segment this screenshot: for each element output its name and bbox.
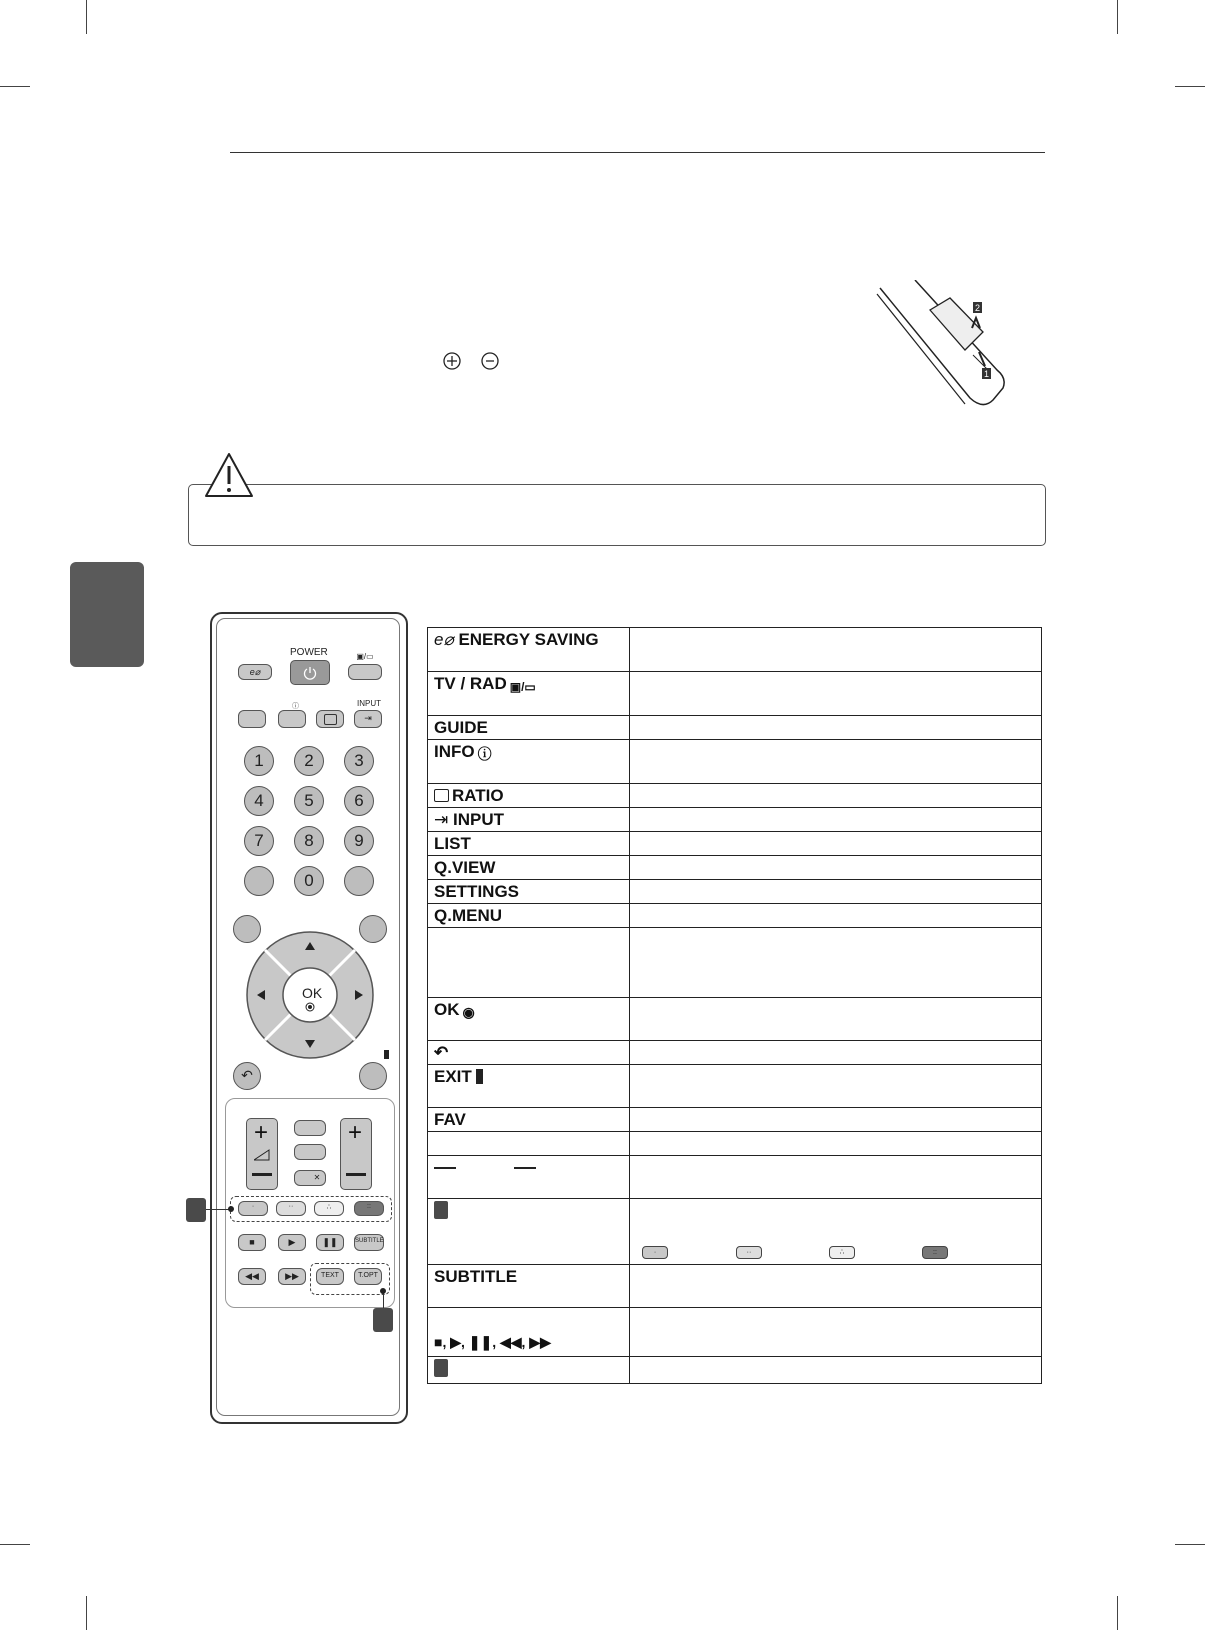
key-cell: SUBTITLE [428,1265,630,1308]
info-icon: ⓘ [477,746,492,762]
key-cell: e⌀ ENERGY SAVING [428,628,630,672]
key-cell: Q.MENU [428,904,630,928]
key-cell [428,1041,630,1065]
callout-marker-1 [434,1201,448,1219]
crop-mark [0,86,30,87]
callout-leader-1 [206,1209,230,1210]
input-button[interactable] [354,710,382,728]
green-button[interactable]: ·· [276,1201,306,1216]
back-button[interactable]: ↶ [233,1062,261,1090]
num-5-button[interactable]: 5 [294,786,324,816]
subtitle-button[interactable]: SUBTITLE [354,1234,384,1251]
crop-mark [0,1544,30,1545]
back-icon: ↶ [434,1043,449,1062]
table-row [428,1199,1042,1265]
crop-mark [86,0,87,34]
info-icon: ⓘ [292,703,299,710]
pause-icon: ❚❚ [322,1237,338,1247]
table-row [428,808,1042,832]
key-cell: ⇥ INPUT [428,808,630,832]
stop-button[interactable] [238,1234,266,1251]
energy-saving-icon: e⌀ [249,667,261,677]
energy-saving-button[interactable] [238,664,272,680]
play-button[interactable] [278,1234,306,1251]
key-cell: RATIO [428,784,630,808]
key-cell: EXIT [428,1065,630,1108]
play-icon: ▶ [288,1237,296,1247]
fast-forward-button[interactable] [278,1268,306,1285]
green-button-icon: ·· [736,1246,762,1259]
crop-mark [1175,86,1205,87]
fast-forward-icon: ▶▶ [285,1271,299,1281]
warning-icon [204,452,254,498]
caution-gap [438,482,1044,484]
svg-text:1: 1 [983,369,990,379]
yellow-button-icon: ∴ [829,1246,855,1259]
callout-dot [380,1288,386,1294]
exit-icon [476,1069,483,1084]
crop-mark [1175,1544,1205,1545]
table-row [428,832,1042,856]
callout-leader-2 [383,1292,384,1308]
table-row [428,928,1042,998]
caution-box [188,484,1046,546]
rewind-icon: ◀◀ [245,1271,259,1281]
table-row [428,1308,1042,1357]
table-row [428,1108,1042,1132]
num-9-button[interactable]: 9 [344,826,374,856]
key-cell [428,1132,630,1156]
key-cell [428,1357,630,1384]
energy-saving-icon: e⌀ [434,630,454,649]
ad-button[interactable] [294,1144,326,1160]
ok-label: OK [302,985,323,1001]
key-cell: FAV [428,1108,630,1132]
key-cell: TV / RAD ▣/▭ [428,672,630,716]
table-row [428,1156,1042,1199]
key-cell: INFO ⓘ [428,740,630,784]
table-row [428,1357,1042,1384]
table-row [428,784,1042,808]
tv-rad-icon: ▣/▭ [356,652,374,661]
input-label: INPUT [357,699,381,708]
key-cell [428,1308,630,1357]
num-7-button[interactable]: 7 [244,826,274,856]
tv-rad-icon: ▣/▭ [509,680,536,694]
yellow-button[interactable]: ∴ [314,1201,344,1216]
ratio-icon [434,789,449,802]
pause-button[interactable] [316,1234,344,1251]
fav-button[interactable] [294,1120,326,1136]
stop-icon: ■ [249,1237,255,1247]
exit-icon [384,1050,389,1059]
num-0-button[interactable]: 0 [294,866,324,896]
callout-marker-2 [373,1308,393,1332]
table-row [428,716,1042,740]
key-cell [428,1199,630,1265]
red-button-icon: · [642,1246,668,1259]
red-button[interactable]: · [238,1201,268,1216]
key-cell: OK ◉ [428,998,630,1041]
guide-button[interactable] [238,710,266,728]
crop-mark [1117,0,1118,34]
num-1-button[interactable]: 1 [244,746,274,776]
table-row [428,1041,1042,1065]
tv-rad-button[interactable] [348,664,382,680]
volume-rocker[interactable]: + [246,1118,278,1190]
table-row [428,740,1042,784]
power-button[interactable] [290,660,330,685]
mute-button[interactable] [294,1170,326,1186]
table-row [428,904,1042,928]
channel-rocker[interactable]: + [340,1118,372,1190]
crop-mark [1117,1596,1118,1630]
key-cell: Q.VIEW [428,856,630,880]
input-icon: ⇥ [434,810,449,829]
table-row [428,672,1042,716]
mute-icon: ✕ [313,1173,321,1182]
key-cell [428,928,630,998]
num-8-button[interactable]: 8 [294,826,324,856]
crop-mark [86,1596,87,1630]
arrow-left-icon [434,1167,456,1169]
callout-marker-2 [434,1359,448,1377]
polarity-icon [442,349,502,373]
volume-icon [254,1149,270,1161]
exit-button[interactable] [359,1062,387,1090]
num-2-button[interactable]: 2 [294,746,324,776]
chapter-side-tab [70,562,144,667]
q-view-button[interactable] [344,866,374,896]
num-3-button[interactable]: 3 [344,746,374,776]
blue-button-icon: :: [922,1246,948,1259]
table-row [428,1265,1042,1308]
num-6-button[interactable]: 6 [344,786,374,816]
table-row [428,998,1042,1041]
text-button[interactable]: TEXT [316,1268,344,1285]
callout-dot [228,1206,234,1212]
list-button[interactable] [244,866,274,896]
table-row [428,628,1042,672]
key-cell: GUIDE [428,716,630,740]
table-row [428,1132,1042,1156]
battery-cover-illustration [875,280,1025,410]
blue-button[interactable]: :: [354,1201,384,1216]
callout-marker-1 [186,1198,206,1222]
header-rule [230,152,1045,153]
svg-text:2: 2 [974,303,981,313]
key-cell: SETTINGS [428,880,630,904]
info-button[interactable] [278,710,306,728]
key-cell: LIST [428,832,630,856]
power-label: POWER [290,647,328,658]
num-4-button[interactable]: 4 [244,786,274,816]
key-cell [428,1156,630,1199]
power-icon [303,666,317,680]
table-row [428,856,1042,880]
ratio-button[interactable] [316,710,344,728]
table-row [428,1065,1042,1108]
playback-icons: ■, ▶, ❚❚, ◀◀, ▶▶ [434,1334,551,1350]
table-row [428,880,1042,904]
rewind-button[interactable] [238,1268,266,1285]
arrow-right-icon [514,1167,536,1169]
ok-icon: ◉ [462,1004,475,1020]
input-icon: ⇥ [364,713,372,723]
button-description-table [427,627,1042,1384]
t-opt-button[interactable]: T.OPT [354,1268,382,1285]
